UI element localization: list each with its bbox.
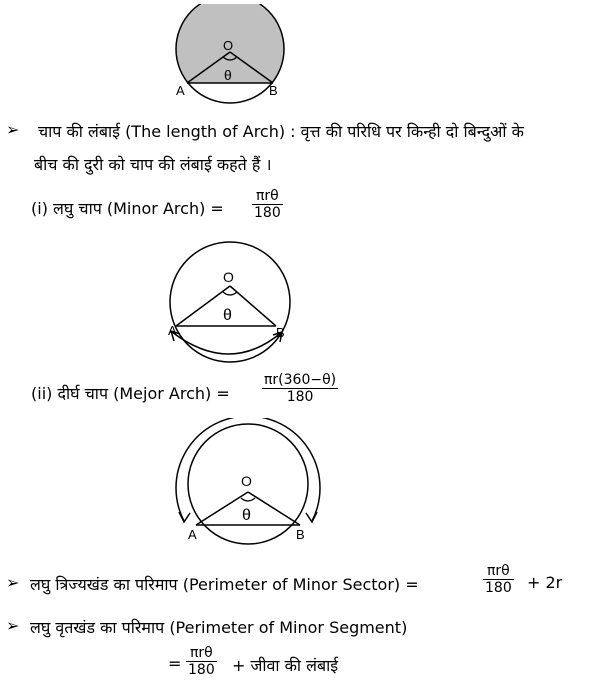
segment-suffix: + जीवा की लंबाई: [232, 656, 339, 675]
sector-perimeter-formula: [483, 563, 514, 596]
major-arc-denominator: 180: [286, 389, 314, 405]
label-o: O: [223, 269, 234, 285]
major-arc-formula: [262, 372, 338, 405]
minor-arc-numerator: πrθ: [252, 188, 283, 205]
segment-denominator: 180: [188, 662, 215, 678]
radius-oa: [196, 492, 248, 525]
segment-perimeter-label: लघु वृतखंड का परिमाप (Perimeter of Minor Segment): [30, 618, 408, 637]
figure-major-arc: [168, 418, 328, 558]
minor-arc-formula: [252, 188, 283, 221]
circle: [170, 242, 290, 362]
minor-arc-label: (i) लघु चाप (Minor Arch) =: [31, 199, 224, 218]
figure-minor-arc: [160, 240, 300, 370]
segment-perimeter-formula: [186, 645, 217, 678]
label-theta: θ: [242, 507, 251, 524]
arc-length-line1: चाप की लंबाई (The length of Arch) : वृत्त की परिधि पर किन्ही दो बिन्दुओं के: [38, 122, 524, 141]
segment-numerator: πrθ: [186, 645, 217, 662]
label-b: B: [276, 325, 285, 340]
sector-suffix: + 2r: [527, 573, 563, 592]
label-o: O: [223, 38, 234, 53]
minor-arc-denominator: 180: [254, 205, 281, 221]
radius-oa: [176, 286, 230, 326]
angle-arc: [241, 498, 255, 501]
bullet-segment: ➢: [6, 616, 20, 635]
label-o: O: [241, 473, 252, 489]
major-arc-label: (ii) दीर्घ चाप (Mejor Arch) =: [31, 384, 230, 403]
label-theta: θ: [224, 67, 232, 83]
major-arc-arrow: [176, 418, 320, 521]
arc-length-line2: बीच की दुरी को चाप की लंबाई कहते हैं ।: [34, 155, 272, 174]
segment-prefix: =: [168, 654, 182, 673]
radius-ob: [248, 492, 300, 525]
angle-arc: [223, 292, 237, 295]
figure-minor-segment: [170, 4, 290, 104]
label-a: A: [188, 527, 197, 542]
label-b: B: [296, 527, 305, 542]
sector-perimeter-label: लघु त्रिज्यखंड का परिमाप (Perimeter of Minor Sector) =: [30, 575, 419, 594]
label-a: A: [176, 83, 185, 98]
label-theta: θ: [223, 307, 232, 324]
label-a: A: [168, 323, 177, 338]
sector-numerator: πrθ: [483, 563, 514, 580]
bullet-arc-length: ➢: [6, 120, 20, 139]
bullet-sector: ➢: [6, 573, 20, 592]
major-arc-numerator: πr(360−θ): [264, 372, 337, 388]
label-b: B: [269, 83, 278, 98]
sector-denominator: 180: [485, 580, 512, 596]
